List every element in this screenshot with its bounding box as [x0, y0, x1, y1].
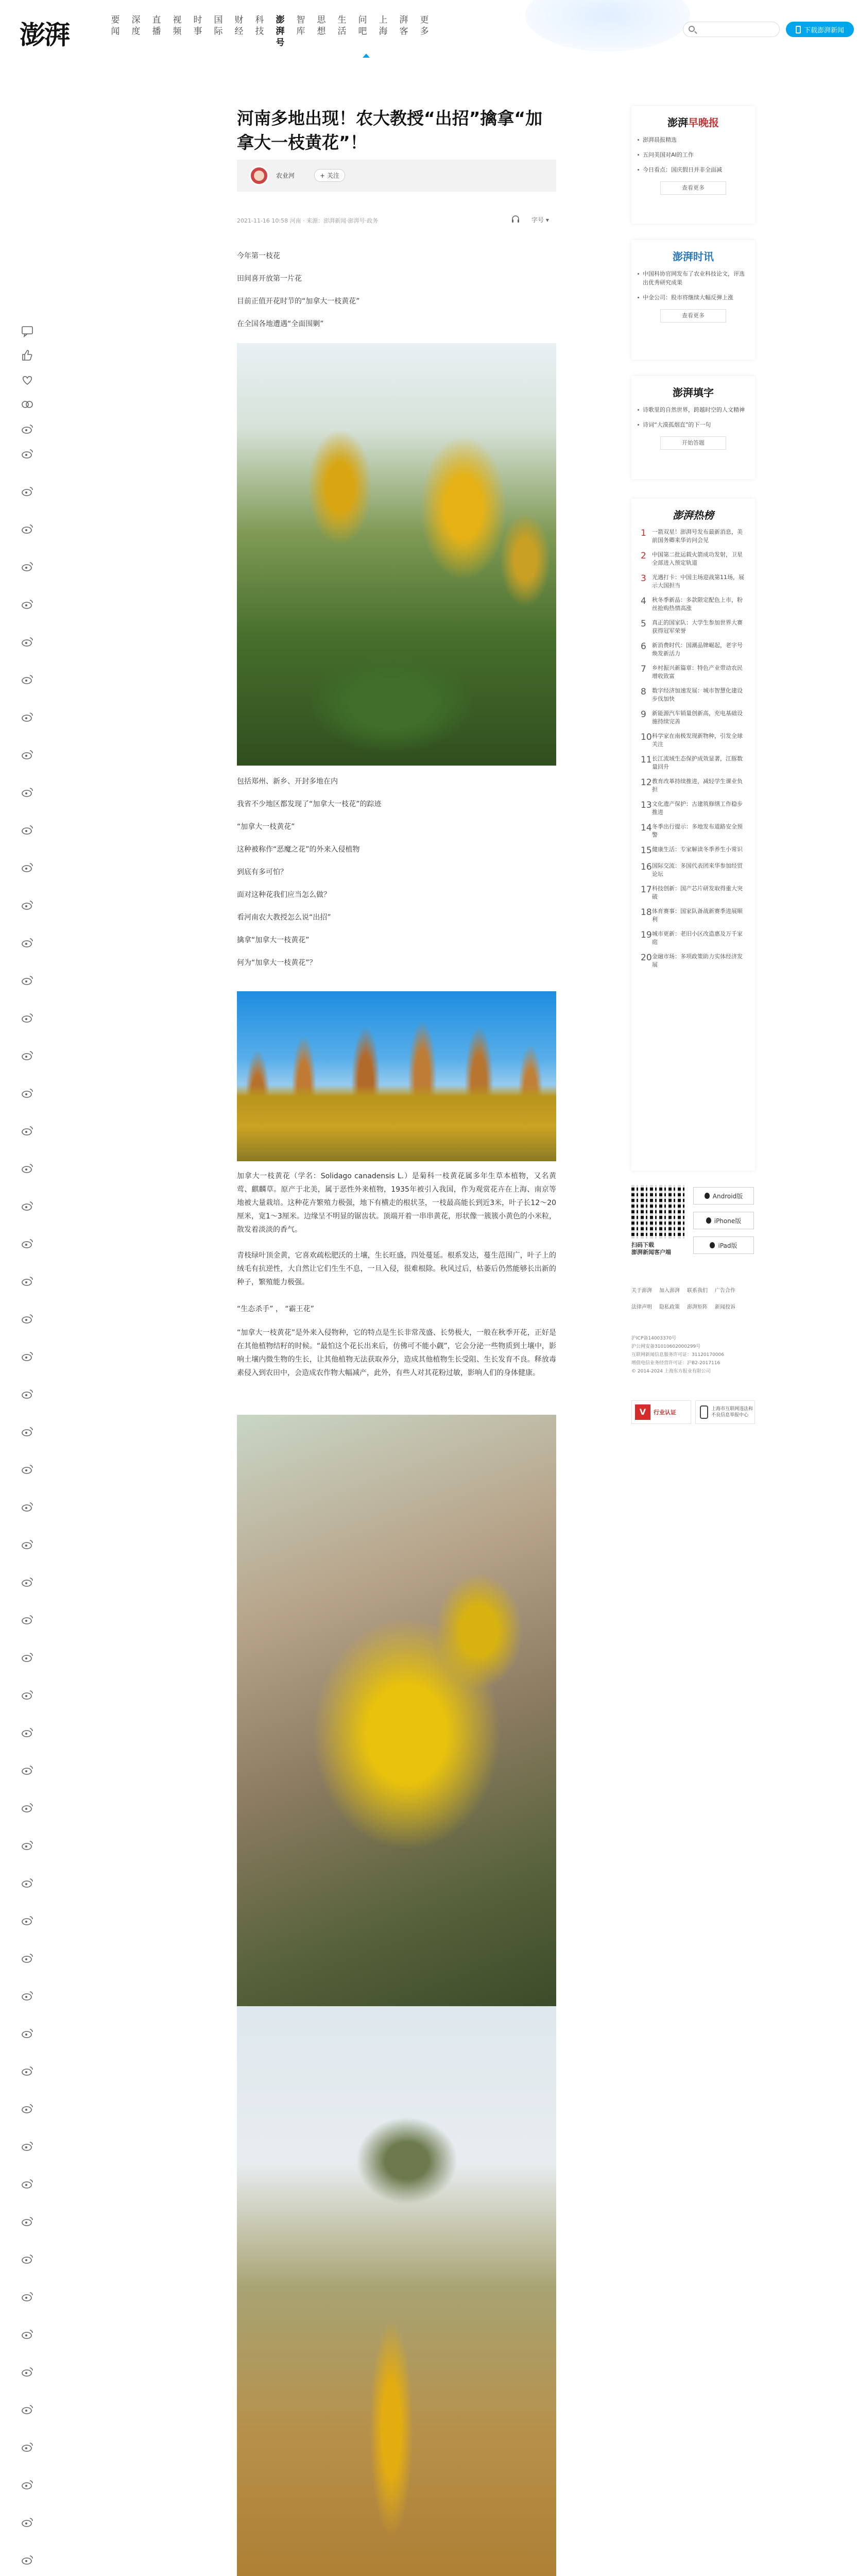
hot-title: 冬季出行提示：多地发布道路安全预警	[652, 823, 743, 838]
weibo-icon[interactable]	[20, 1162, 35, 1175]
weibo-icon[interactable]	[20, 2553, 35, 2567]
weibo-icon[interactable]	[20, 485, 35, 498]
article-paragraph: 今年第一枝花	[237, 252, 280, 260]
crossword-card	[631, 376, 755, 479]
hot-rank: 11	[641, 755, 652, 765]
article-paragraph: 我省不少地区都发现了“加拿大一枝花”的踪迹	[237, 800, 382, 808]
main-nav	[109, 14, 431, 48]
article-paragraph: 到底有多可怕？	[237, 868, 287, 876]
ipad-label: iPad版	[718, 1242, 737, 1249]
weibo-icon[interactable]	[20, 1952, 35, 1965]
list-item[interactable]: 澎湃晨报精选	[631, 135, 755, 144]
weibo-icon[interactable]	[20, 522, 35, 536]
weibo-icon[interactable]	[20, 861, 35, 874]
weibo-icon[interactable]	[20, 1500, 35, 1514]
qr-caption-line: 扫码下载	[631, 1242, 654, 1248]
nav-item[interactable]: 时事	[193, 15, 202, 37]
weibo-icon[interactable]	[20, 1613, 35, 1626]
footer-link[interactable]: 法律声明	[631, 1304, 652, 1310]
view-more-button[interactable]: 查看更多	[660, 309, 726, 323]
weibo-icon[interactable]	[20, 936, 35, 950]
hot-title: 真正的国家队：大学生参加世界大赛获得冠军荣誉	[652, 619, 743, 634]
hot-rank: 2	[641, 551, 646, 561]
weibo-icon[interactable]	[20, 1199, 35, 1213]
qr-code	[631, 1185, 685, 1239]
hot-rank: 15	[641, 845, 652, 856]
article-paragraph: 目前正值开花时节的“加拿大一枝黄花”	[237, 297, 360, 306]
hot-title: 城市更新：老旧小区改造惠及万千家庭	[652, 930, 743, 945]
article-paragraph: 面对这种花我们应当怎么做？	[237, 891, 331, 899]
article-paragraph: 擒拿“加拿大一枝黄花”	[237, 936, 310, 944]
footer-link[interactable]: 关于澎湃	[631, 1288, 652, 1294]
hot-list-item[interactable]	[631, 755, 755, 771]
article-photo	[237, 991, 556, 1161]
hot-title: 文化遗产保护：古建筑修缮工作稳步推进	[652, 801, 743, 816]
weibo-icon[interactable]	[20, 2516, 35, 2529]
article-paragraph: 田间喜开放第一片花	[237, 275, 302, 283]
card-logo-b: 时讯	[693, 250, 714, 263]
weibo-icon[interactable]	[20, 1124, 35, 1138]
weibo-icon[interactable]	[20, 710, 35, 724]
weibo-icon[interactable]	[20, 447, 35, 461]
list-item[interactable]: 中金公司：股市将继续大幅反弹上涨	[631, 293, 755, 302]
weibo-icon[interactable]	[20, 1538, 35, 1551]
footer-link[interactable]: 广告合作	[715, 1288, 735, 1294]
hot-list-item[interactable]	[631, 664, 755, 681]
ipad-button[interactable]	[693, 1236, 754, 1254]
hot-list-item[interactable]	[631, 687, 755, 703]
hot-rank: 17	[641, 885, 652, 895]
android-label: Android版	[712, 1192, 743, 1200]
hot-title: 长江流域生态保护成效显著，江豚数量回升	[652, 755, 743, 770]
iphone-button[interactable]	[693, 1212, 754, 1229]
hot-rank: 1	[641, 528, 646, 538]
nav-item[interactable]: 生活	[337, 15, 347, 37]
view-more-button[interactable]: 查看更多	[660, 181, 726, 195]
footer-link[interactable]: 澎湃矩阵	[687, 1304, 708, 1310]
hot-list-item[interactable]	[631, 619, 755, 635]
footer-link[interactable]: 联系我们	[687, 1288, 708, 1294]
like-icon[interactable]	[20, 348, 35, 362]
hot-list-item[interactable]	[631, 953, 755, 969]
footer-line: © 2014-2024 上海东方报业有限公司	[631, 1369, 711, 1374]
hot-rank: 7	[641, 664, 646, 674]
hot-list-item[interactable]	[631, 596, 755, 613]
verified-icon: V	[635, 1404, 650, 1420]
article-paragraph: 在全国各地遭遇“全面围剿”	[237, 320, 324, 328]
font-size-button[interactable]: 字号 ▾	[531, 216, 549, 224]
weibo-icon[interactable]	[20, 1463, 35, 1476]
hot-list-item[interactable]	[631, 551, 755, 567]
hot-rank: 9	[641, 709, 646, 720]
font-size-label: 字号	[531, 216, 544, 224]
article	[237, 106, 556, 1377]
nav-item[interactable]: 澎湃号	[276, 15, 285, 48]
footer-line: 沪公网安备31010602000299号	[631, 1344, 701, 1349]
weibo-icon[interactable]	[20, 2252, 35, 2266]
hot-rank: 3	[641, 573, 646, 584]
weibo-icon[interactable]	[20, 2064, 35, 2078]
list-item[interactable]: 今日看点：国庆假日并非全面减	[631, 165, 755, 174]
hot-title: 乡村振兴新篇章：特色产业带动农民增收致富	[652, 665, 743, 680]
weibo-icon[interactable]	[20, 598, 35, 611]
card-logo	[631, 240, 755, 263]
card-logo-a: 澎湃	[667, 116, 688, 129]
follow-button[interactable]: + 关注	[314, 169, 345, 182]
hot-title: 教育改革持续推进，减轻学生课业负担	[652, 778, 743, 793]
industry-badge[interactable]	[631, 1400, 691, 1424]
download-app-button[interactable]	[786, 22, 854, 37]
weibo-icon[interactable]	[20, 1011, 35, 1025]
weibo-icon[interactable]	[20, 1764, 35, 1777]
site-logo[interactable]: 澎湃	[20, 20, 69, 50]
nav-item[interactable]: 上海	[379, 15, 388, 37]
site-header	[0, 0, 858, 57]
footer-links	[631, 1302, 735, 1310]
android-icon	[705, 1193, 710, 1199]
author-box	[237, 160, 556, 192]
hot-list-item[interactable]	[631, 885, 755, 901]
hot-rank: 4	[641, 596, 646, 606]
list-item[interactable]: 五问美国对AI的工作	[631, 150, 755, 159]
hot-list-item[interactable]	[631, 641, 755, 658]
share-icon[interactable]	[20, 398, 35, 411]
search-input[interactable]	[683, 22, 780, 37]
weibo-icon[interactable]	[20, 899, 35, 912]
hot-title: 国际交流：多国代表团来华参加经贸论坛	[652, 862, 743, 877]
hot-title: 中国第二批运载火箭成功发射，卫星全部进入预定轨道	[652, 551, 743, 566]
qr-caption	[631, 1242, 671, 1256]
list-item[interactable]: 中国科协官网发布了农业科技论文，评选出优秀研究成果	[631, 269, 755, 287]
headphones-icon[interactable]	[511, 214, 520, 224]
hot-rank: 6	[641, 641, 646, 652]
hot-list-item[interactable]	[631, 573, 755, 590]
weibo-icon[interactable]	[20, 2403, 35, 2416]
weibo-icon[interactable]	[20, 1350, 35, 1363]
article-paragraph: 包括郑州、新乡、开封多地在内	[237, 777, 338, 786]
footer-link[interactable]: 隐私政策	[659, 1304, 680, 1310]
badge-label: 上海市互联网违法和不良信息举报中心	[711, 1406, 753, 1418]
footer-link[interactable]: 新闻投诉	[715, 1304, 735, 1310]
hot-rank: 19	[641, 930, 652, 940]
hot-title: 金融市场：多项政策助力实体经济发展	[652, 953, 743, 968]
start-quiz-button[interactable]: 开始答题	[660, 436, 726, 450]
nav-item[interactable]: 问吧	[358, 15, 367, 37]
search-icon[interactable]	[689, 26, 695, 32]
weibo-icon[interactable]	[20, 1651, 35, 1664]
hot-title: 体育赛事：国家队备战新赛季进展顺利	[652, 908, 743, 923]
nav-item[interactable]: 科技	[255, 15, 264, 37]
weibo-icon[interactable]	[20, 748, 35, 761]
favorite-icon[interactable]	[20, 373, 35, 386]
author-name[interactable]: 农业河	[276, 172, 295, 179]
nav-item[interactable]: 国际	[214, 15, 223, 37]
card-logo	[631, 106, 755, 129]
hot-list-item[interactable]	[631, 777, 755, 794]
card-logo: 澎湃热榜	[673, 509, 714, 521]
weibo-icon[interactable]	[20, 1087, 35, 1100]
weibo-icon[interactable]	[20, 2290, 35, 2303]
nav-item[interactable]: 更多	[420, 15, 429, 37]
header-decoration	[525, 0, 690, 52]
article-title: 河南多地出现！农大教授“出招”擒拿“加拿大一枝黄花”！	[237, 108, 543, 152]
apple-icon	[706, 1217, 711, 1224]
article-paragraph: “生态杀手” ， “霸王花”	[237, 1305, 314, 1313]
weibo-icon[interactable]	[20, 1914, 35, 1927]
hot-list-item[interactable]	[631, 732, 755, 749]
hot-rank: 14	[641, 823, 652, 833]
weibo-icon[interactable]	[20, 2328, 35, 2341]
weibo-icon[interactable]	[20, 1989, 35, 2003]
weibo-icon[interactable]	[20, 560, 35, 573]
article-paragraph: 这种被称作“恶魔之花”的外来入侵植物	[237, 845, 360, 854]
footer-line: 互联网新闻信息服务许可证：31120170006	[631, 1352, 724, 1358]
hot-title: 秋冬季新品：多款限定配色上市，粉丝抢购热情高涨	[652, 597, 743, 612]
report-center-badge[interactable]	[695, 1400, 755, 1424]
hot-title: 科学家在南极发现新物种，引发全球关注	[652, 733, 743, 748]
list-item[interactable]: 诗歌里的自然世界，跨越时空的人文精神	[631, 405, 755, 414]
weibo-icon[interactable]	[20, 823, 35, 837]
hot-title: 健康生活：专家解读冬季养生小常识	[652, 846, 743, 853]
weibo-icon[interactable]	[20, 786, 35, 799]
nav-item[interactable]: 深度	[131, 15, 141, 37]
hot-list-item[interactable]	[631, 930, 755, 946]
hot-title: 一箭双星！澎湃号发布最新消息，美前国务卿来华访问会见	[652, 529, 743, 544]
article-photo	[237, 1415, 556, 2006]
hot-title: 数字经济加速发展：城市智慧化建设步伐加快	[652, 687, 743, 702]
hot-title: 新能源汽车销量创新高，充电基础设施持续完善	[652, 710, 743, 725]
hot-rank: 5	[641, 619, 646, 629]
weibo-icon[interactable]	[20, 1312, 35, 1326]
hot-rank: 16	[641, 862, 652, 872]
weibo-icon[interactable]	[20, 635, 35, 649]
hot-list-item[interactable]	[631, 862, 755, 878]
weibo-icon[interactable]	[20, 1876, 35, 1890]
hot-list-item[interactable]	[631, 709, 755, 726]
nav-item[interactable]: 直播	[152, 15, 161, 37]
hot-list-item[interactable]	[631, 823, 755, 839]
hot-rank: 18	[641, 907, 652, 918]
weibo-icon[interactable]	[20, 2140, 35, 2153]
footer-line: 沪ICP备14003370号	[631, 1336, 677, 1341]
weibo-icon[interactable]	[20, 1801, 35, 1815]
article-photo	[237, 2006, 556, 2576]
weibo-icon[interactable]	[20, 1425, 35, 1438]
article-meta: 2021-11-16 10:58 河南 · 来源：澎湃新闻·澎湃号·政务	[237, 217, 379, 224]
list-item[interactable]: 诗词“大漠孤烟直”的下一句	[631, 420, 755, 429]
badge-label: 行业认证	[654, 1409, 676, 1416]
weibo-icon[interactable]	[20, 974, 35, 987]
hot-list	[631, 499, 755, 1171]
nav-item[interactable]: 智库	[296, 15, 305, 37]
weibo-icon[interactable]	[20, 1688, 35, 1702]
weibo-icon[interactable]	[20, 2177, 35, 2191]
weibo-icon[interactable]	[20, 1237, 35, 1250]
weibo-icon[interactable]	[20, 2102, 35, 2115]
hot-rank: 20	[641, 953, 652, 963]
weibo-icon[interactable]	[20, 1387, 35, 1401]
hot-rank: 12	[641, 777, 652, 788]
nav-item[interactable]: 要闻	[111, 15, 120, 37]
qr-caption-line: 澎湃新闻客户端	[631, 1249, 671, 1256]
hot-list-item[interactable]	[631, 528, 755, 545]
iphone-label: iPhone版	[714, 1217, 742, 1225]
article-paragraph: “加拿大一枝黄花”	[237, 823, 295, 831]
footer-links	[631, 1286, 735, 1294]
card-logo: 澎湃填字	[673, 386, 714, 399]
weibo-icon[interactable]	[20, 1575, 35, 1589]
download-label: 下载澎湃新闻	[803, 26, 844, 35]
nav-item[interactable]: 思想	[317, 15, 326, 37]
article-paragraph: “加拿大一枝黄花”是外来入侵物种，它的特点是生长非常茂盛、长势极大，一般在秋季开花，正好是在其他植物结籽的时候。“最怕这个花长出来后，仿佛可不能小觑”，它会分泌一些物质到土壤中，影响土壤内微生物的生长，让其他植物无法获取养分，造成其他植物生长受阻、生长发育不良。释放毒素侵入到农田中，会造成农作物大幅减产，此外，有些人对其花粉过敏，影响人们的身体健康。	[237, 1329, 556, 1377]
weibo-icon[interactable]	[20, 2365, 35, 2379]
hot-rank: 10	[641, 732, 652, 742]
weibo-icon[interactable]	[20, 2441, 35, 2454]
hot-rank: 8	[641, 687, 646, 697]
weibo-icon[interactable]	[20, 2478, 35, 2492]
article-paragraph: 青枝绿叶顶金黄，它喜欢疏松肥沃的土壤，生长旺盛，四处蔓延。根系发达，蔓生范围广，叶子上的绒毛有抗逆性，大自然让它们生生不息，一旦入侵，很难根除。秋风过后，枯萎后仍然能够长出新的种子，繁殖能力极强。	[237, 1251, 556, 1286]
weibo-icon[interactable]	[20, 422, 35, 436]
article-paragraph: 加拿大一枝黄花（学名：Solidago canadensis L.）是菊科一枝黄花属多年生草本植物，又名黄莺、麒麟草。原产于北美，属于恶性外来植物，1935年被引入我国，作为观赏花卉在上海、南京等地被大量栽培。这种花卉繁殖力极强，地下有横走的根状茎，一枝最高能长到近3米，叶子长12～20厘米，宽1～3厘米。边缘呈不明显的锯齿状。顶端开着一串串黄花，形状像一簇簇小黄色的小米粒，散发着淡淡的香气。	[237, 1172, 556, 1234]
hot-title: 光遇打卡：中国主场迎战第11场，展示大国担当	[652, 574, 744, 589]
nav-item[interactable]: 视频	[173, 15, 182, 37]
news-card	[631, 240, 755, 360]
nav-active-indicator	[363, 54, 370, 58]
comment-icon[interactable]	[20, 325, 35, 338]
weibo-icon[interactable]	[20, 1839, 35, 1852]
hot-list-item[interactable]	[631, 845, 755, 856]
weibo-icon[interactable]	[20, 2215, 35, 2228]
footer-legal	[631, 1334, 755, 1376]
apple-icon	[710, 1242, 715, 1248]
footer-link[interactable]: 加入澎湃	[659, 1288, 680, 1294]
article-paragraph: 看河南农大教授怎么说“出招”	[237, 913, 331, 922]
nav-item[interactable]: 湃客	[399, 15, 408, 37]
hot-rank: 13	[641, 800, 652, 810]
footer-line: 增值电信业务经营许可证：沪B2-2017116	[631, 1361, 720, 1366]
hot-title: 科技创新：国产芯片研发取得重大突破	[652, 885, 743, 900]
card-logo-a: 澎湃	[673, 250, 693, 263]
hot-title: 新消费时代：国潮品牌崛起，老字号焕发新活力	[652, 642, 743, 657]
weibo-icon[interactable]	[20, 1275, 35, 1288]
card-logo-b: 早晚报	[688, 116, 719, 129]
report-icon	[700, 1405, 708, 1419]
nav-item[interactable]: 财经	[234, 15, 244, 37]
weibo-icon[interactable]	[20, 2027, 35, 2040]
avatar[interactable]	[249, 166, 269, 185]
article-paragraph: 何为“加拿大一枝黄花”？	[237, 959, 317, 967]
weibo-icon[interactable]	[20, 1726, 35, 1739]
weibo-icon[interactable]	[20, 1049, 35, 1062]
hot-list-item[interactable]	[631, 800, 755, 817]
weibo-icon[interactable]	[20, 673, 35, 686]
android-button[interactable]	[693, 1187, 754, 1205]
article-photo	[237, 343, 556, 766]
phone-icon	[796, 26, 801, 33]
hot-list-item[interactable]	[631, 907, 755, 924]
morning-evening-card	[631, 106, 755, 224]
